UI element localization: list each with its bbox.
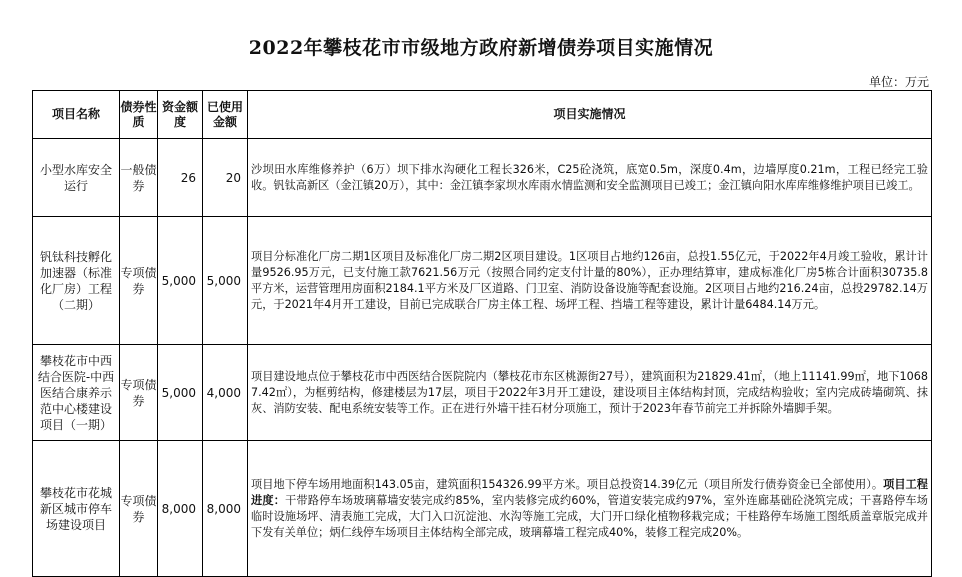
projects-table <box>32 90 932 577</box>
implementation-text: 项目分标准化厂房二期1区项目及标准化厂房二期2区项目建设。1区项目占地约126亩，总投1.55亿元，于2022年4月竣工验收，累计计量9526.95万元，已支付施工款7621.56万元（按照合同约定支付计量的80%），正办理结算审，建成标准化厂房5栋合计面积30735.8平方米，运营管理用房面积2184.1平方米及厂区道路、门卫室、消防设备设施等配套设施。2区项目占地约216.24亩，总投29782.14万元，于2021年4月开工建设，目前已完成联合厂房主体工程、场坪工程、挡墙工程等建设，累计计量6484.14万元。 <box>248 217 932 345</box>
progress-label: 项目工程进度： <box>251 477 928 507</box>
table-row <box>33 139 932 217</box>
table-row <box>33 217 932 345</box>
implementation-text-part: 项目地下停车场用地面积143.05亩，建筑面积154326.99平方米。项目总投资14.39亿元（项目所发行债券资金已全部使用）。 <box>251 477 884 491</box>
used-amount-cell: 20 <box>203 139 248 217</box>
bond-type: 专项债券 <box>120 217 158 345</box>
table-row <box>33 345 932 441</box>
header-project-name: 项目名称 <box>33 91 120 139</box>
table-header-row <box>33 91 932 139</box>
implementation-text: 沙坝田水库维修养护（6万）坝下排水沟硬化工程长326米，C25砼浇筑，底宽0.5m，深度0.4m，边墙厚度0.21m，工程已经完工验收。钒钛高新区（金江镇20万），其中：金江镇李家坝水库雨水情监测和安全监测项目已竣工；金江镇向阳水库库维修维护项目已竣工。 <box>248 139 932 217</box>
unit-label: 单位：万元 <box>868 75 929 89</box>
header-implementation: 项目实施情况 <box>248 91 932 139</box>
project-name: 攀枝花市花城新区城市停车场建设项目 <box>33 441 120 577</box>
implementation-text-part: 干带路停车场玻璃幕墙安装完成约85%，室内装修完成约60%，管道安装完成约97%，室外连廊基础砼浇筑完成；干喜路停车场临时设施场坪、清表施工完成，大门入口沉淀池、水沟等施工完成，大门开口绿化植物移栽完成；干桂路停车场施工图纸质盖章版完成并下发有关单位；炳仁线停车场项目主体结构全部完成，玻璃幕墙工程完成40%，装修工程完成20%。 <box>251 493 928 539</box>
header-amount: 资金额度 <box>158 91 203 139</box>
header-bond-type: 债券性质 <box>120 91 158 139</box>
page-title: 2022年攀枝花市市级地方政府新增债券项目实施情况 <box>248 37 714 59</box>
table-row <box>33 441 932 577</box>
amount-cell: 26 <box>158 139 203 217</box>
header-used-amount: 已使用金额 <box>203 91 248 139</box>
amount-cell: 5,000 <box>158 345 203 441</box>
used-amount-cell: 8,000 <box>203 441 248 577</box>
project-name: 攀枝花市中西结合医院-中西医结合康养示范中心楼建设项目（一期） <box>33 345 120 441</box>
amount-cell: 5,000 <box>158 217 203 345</box>
used-amount-cell: 4,000 <box>203 345 248 441</box>
bond-type: 一般债券 <box>120 139 158 217</box>
implementation-text <box>248 441 932 577</box>
bond-type: 专项债券 <box>120 345 158 441</box>
project-name: 小型水库安全运行 <box>33 139 120 217</box>
implementation-text: 项目建设地点位于攀枝花市中西医结合医院院内（攀枝花市东区桃源街27号），建筑面积为21829.41㎡，（地上11141.99㎡，地下10687.42㎡），为框剪结构，修建楼层为17层，项目于2022年3月开工建设，建设项目主体结构封顶，完成结构验收；室内完成砖墙砌筑、抹灰、消防安装、配电系统安装等工作。正在进行外墙干挂石材分项施工，预计于2023年春节前完工并拆除外墙脚手架。 <box>248 345 932 441</box>
amount-cell: 8,000 <box>158 441 203 577</box>
used-amount-cell: 5,000 <box>203 217 248 345</box>
bond-type: 专项债券 <box>120 441 158 577</box>
project-name: 钒钛科技孵化加速器（标准化厂房）工程（二期） <box>33 217 120 345</box>
